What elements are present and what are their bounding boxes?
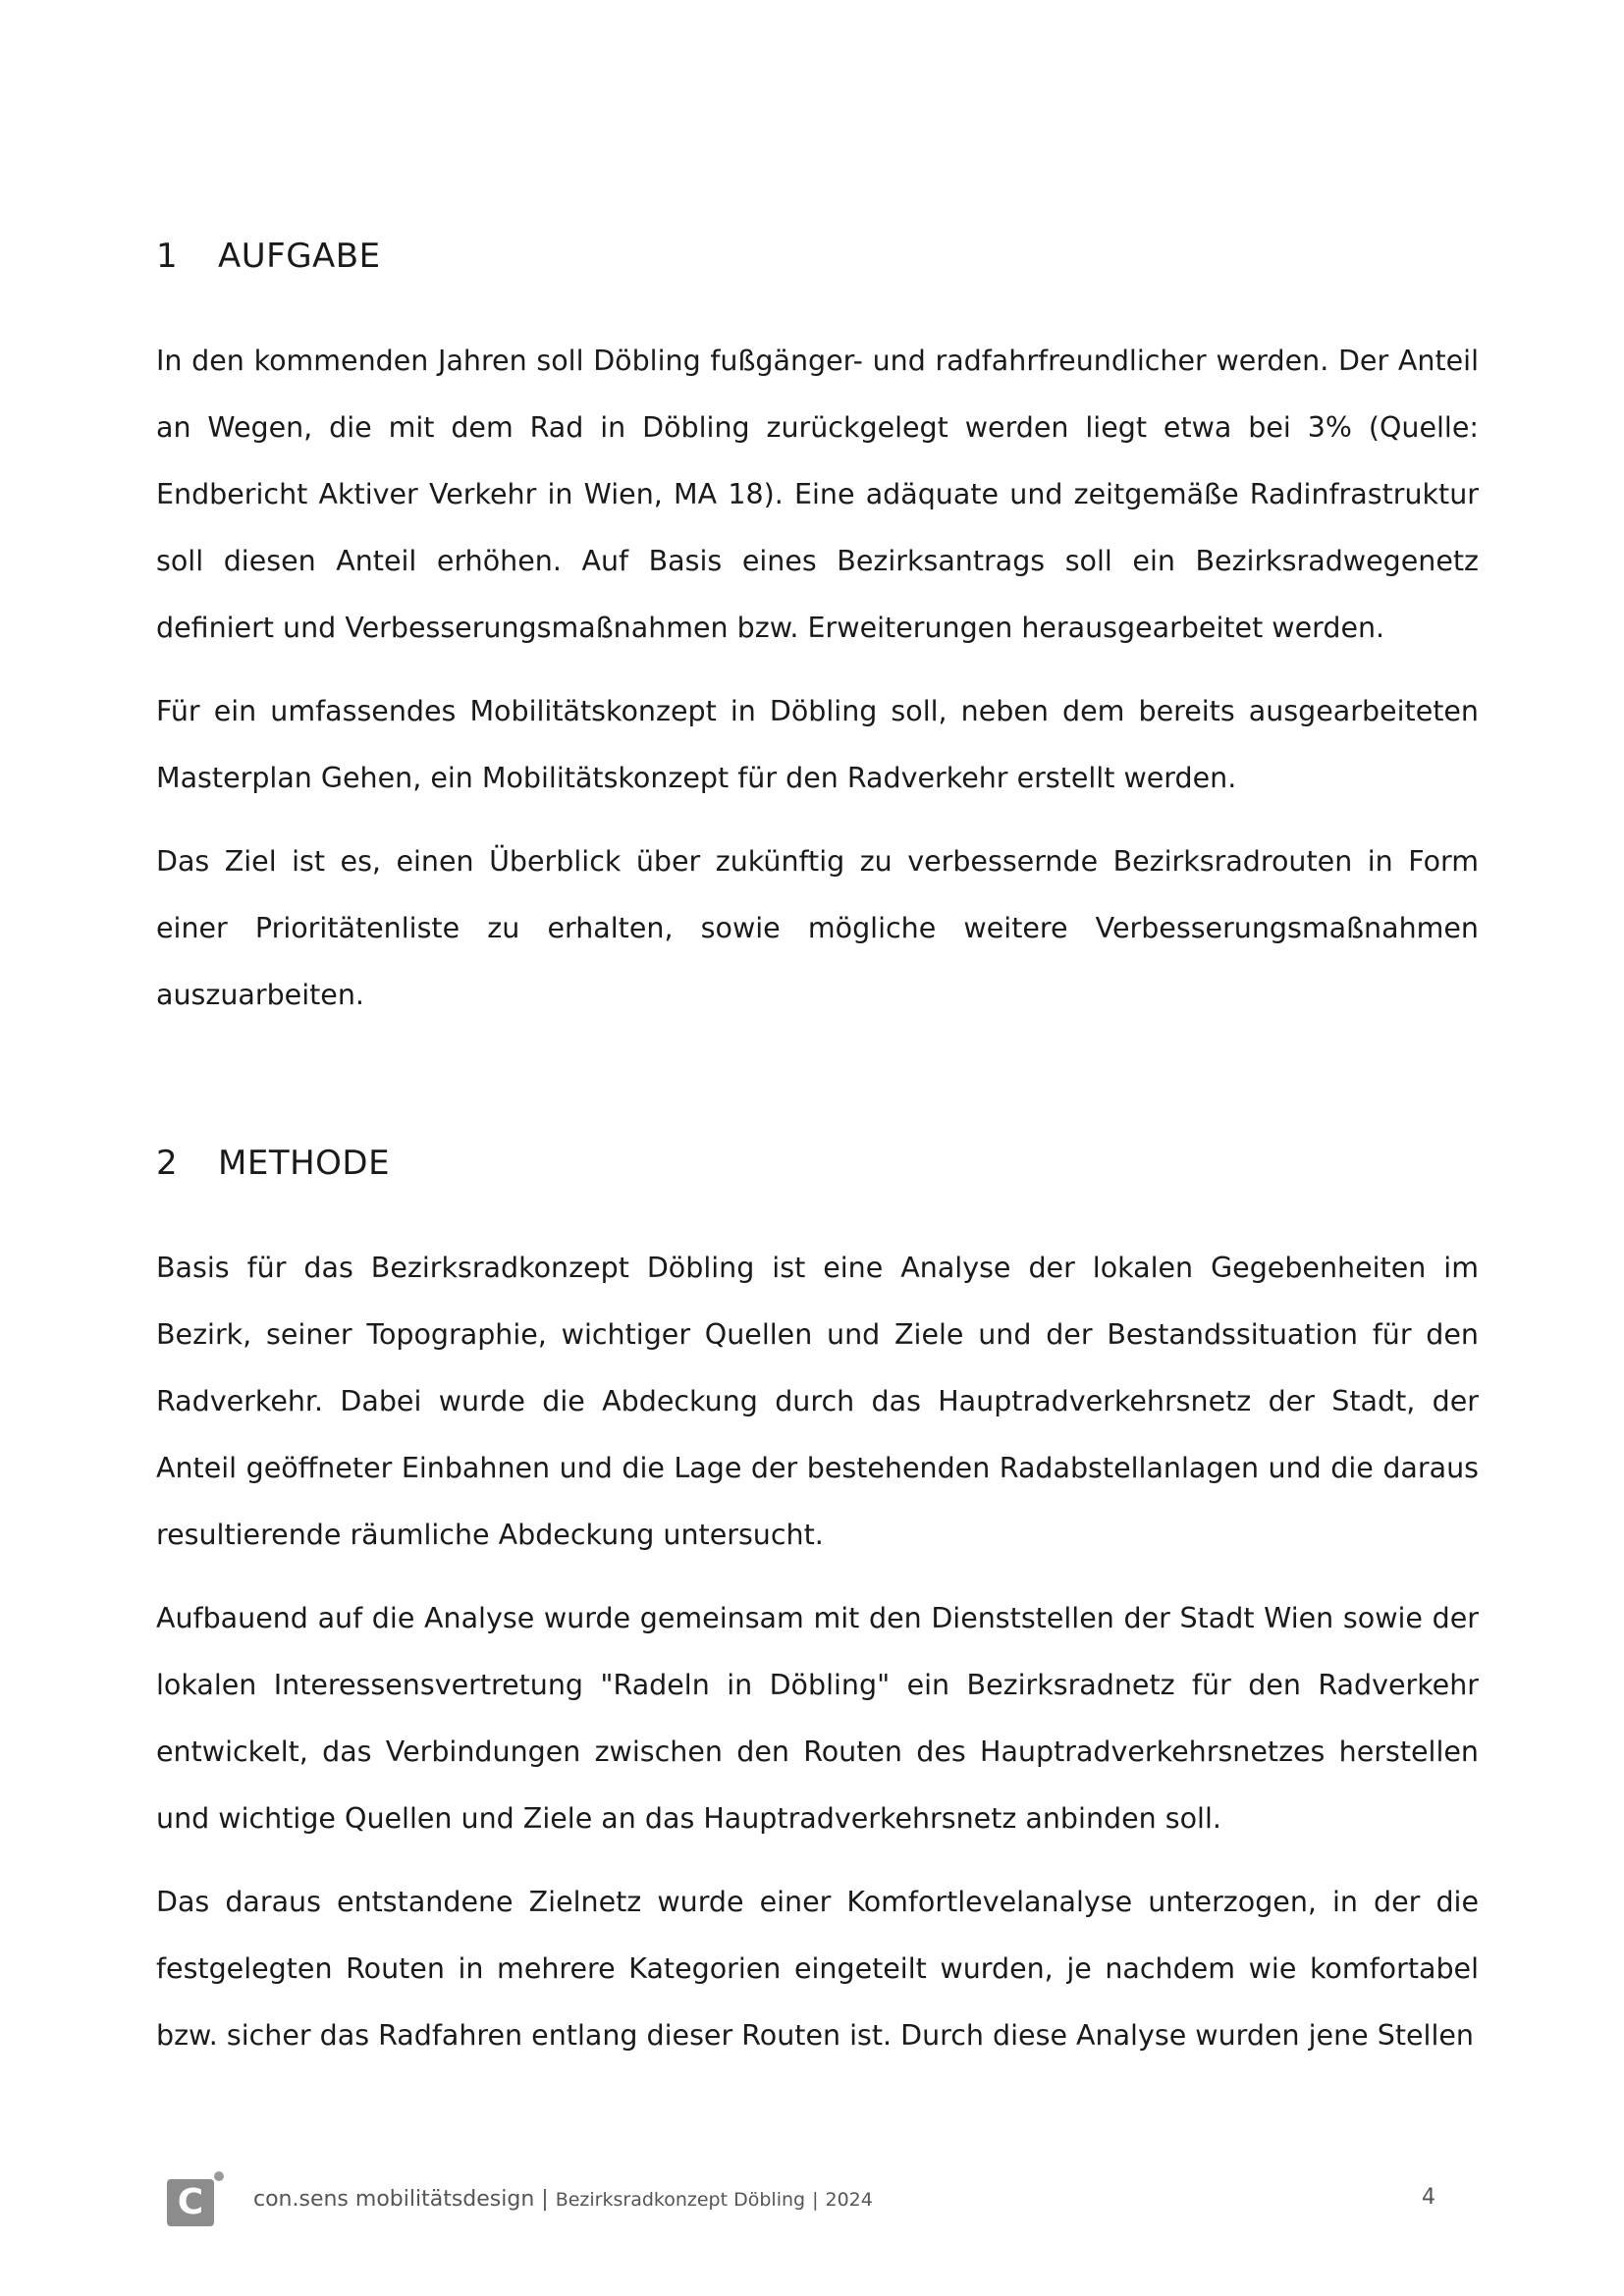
section-heading-aufgabe bbox=[156, 222, 1479, 291]
paragraph: Für ein umfassendes Mobilitätskonzept in Döbling soll, neben dem bereits ausgearbeiteten Masterplan Gehen, ein Mobilitätskonzept für den Radverkehr erstellt werden. bbox=[156, 695, 1479, 794]
footer-company: con.sens mobilitätsdesign bbox=[253, 2187, 535, 2212]
footer-separator: | bbox=[812, 2189, 819, 2211]
footer-separator: | bbox=[541, 2187, 549, 2212]
section-number: 2 bbox=[156, 1144, 179, 1183]
paragraph: Basis für das Bezirksradkonzept Döbling ist eine Analyse der lokalen Gegebenheiten im Bezirk, seiner Topographie, wichtiger Quellen und Ziele und der Bestandssituation für den Radverkehr. Dabei wurde die Abdeckung durch das Hauptradverkehrsnetz der Stadt, der Anteil geöffneter Einbahnen und die Lage der bestehenden Radabstellanlagen und die daraus resultierende räumliche Abdeckung untersucht. bbox=[156, 1252, 1479, 1551]
page-content bbox=[156, 222, 1479, 2069]
page-number: 4 bbox=[1422, 2185, 1435, 2210]
paragraph: In den kommenden Jahren soll Döbling fußgänger- und radfahrfreundlicher werden. Der Anteil an Wegen, die mit dem Rad in Döbling zurückgelegt werden liegt etwa bei 3% (Quelle: Endbericht Aktiver Verkehr in Wien, MA 18). Eine adäquate und zeitgemäße Radinfrastruktur soll diesen Anteil erhöhen. Auf Basis eines Bezirksantrags soll ein Bezirksradwegenetz definiert und Verbesserungsmaßnahmen bzw. Erweiterungen herausgearbeitet werden. bbox=[156, 345, 1479, 644]
footer-project: Bezirksradkonzept Döbling bbox=[555, 2189, 806, 2211]
company-logo-icon: C bbox=[167, 2179, 214, 2226]
footer-year: 2024 bbox=[825, 2189, 873, 2211]
section-heading-methode bbox=[156, 1129, 1479, 1198]
paragraph: Aufbauend auf die Analyse wurde gemeinsam mit den Dienststellen der Stadt Wien sowie der lokalen Interessensvertretung "Radeln in Döbling" ein Bezirksradnetz für den Radverkehr entwickelt, das Verbindungen zwischen den Routen des Hauptradverkehrsnetzes herstellen und wichtige Quellen und Ziele an das Hauptradverkehrsnetz anbinden soll. bbox=[156, 1602, 1479, 1835]
paragraph: Das Ziel ist es, einen Überblick über zukünftig zu verbessernde Bezirksradrouten in Form einer Prioritätenliste zu erhalten, sowie mögliche weitere Verbesserungsmaßnahmen auszuarbeiten. bbox=[156, 845, 1479, 1011]
footer-text bbox=[253, 2187, 873, 2212]
logo-dot bbox=[214, 2171, 224, 2181]
section-number: 1 bbox=[156, 237, 179, 276]
section-title: METHODE bbox=[218, 1144, 391, 1183]
page-footer bbox=[167, 2177, 1443, 2232]
paragraph: Das daraus entstandene Zielnetz wurde einer Komfortlevelanalyse unterzogen, in der die festgelegten Routen in mehrere Kategorien eingeteilt wurden, je nachdem wie komfortabel bzw. sicher das Radfahren entlang dieser Routen ist. Durch diese Analyse wurden jene Stellen bbox=[156, 1886, 1479, 2052]
section-title: AUFGABE bbox=[218, 237, 381, 276]
